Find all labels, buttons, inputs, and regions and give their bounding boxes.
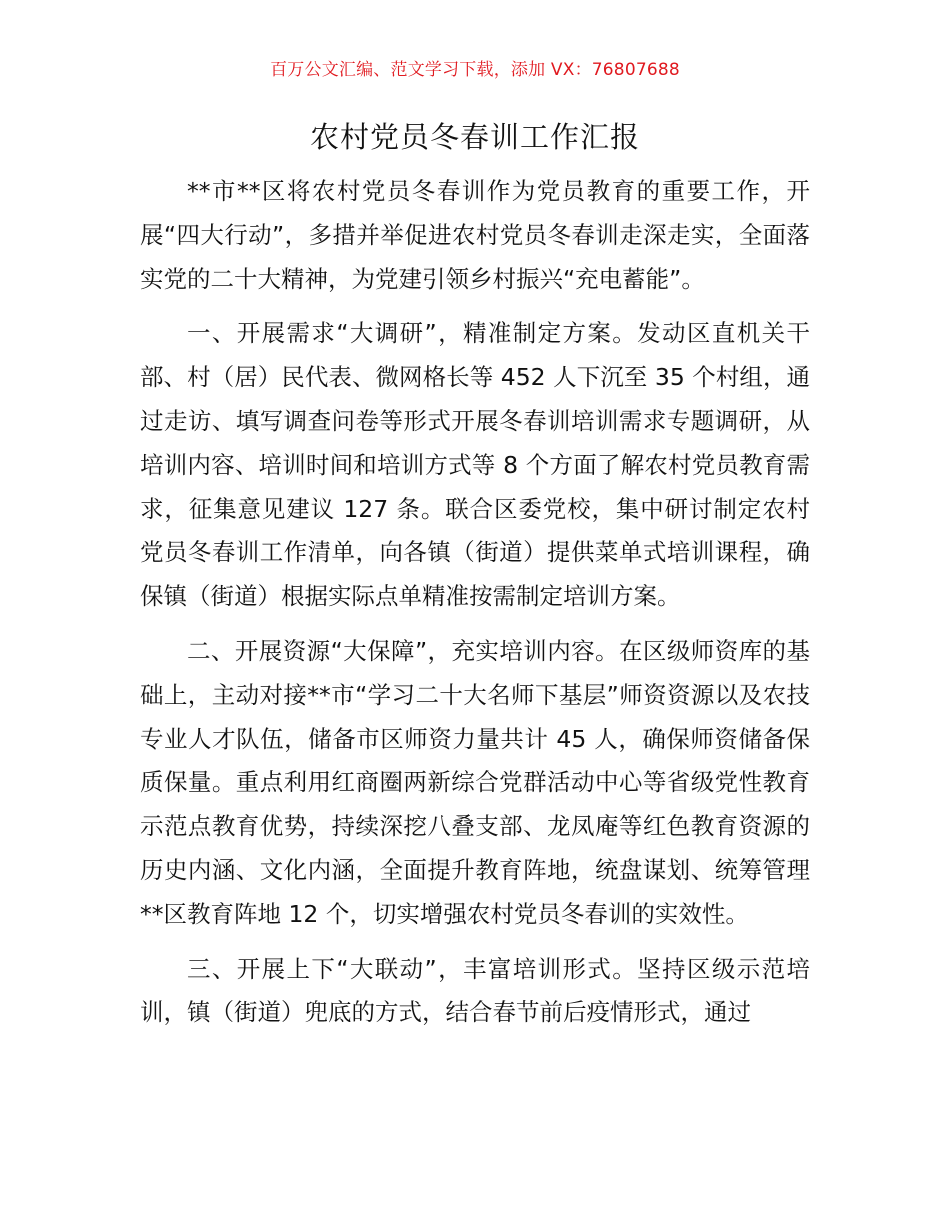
paragraph-section-2: 二、开展资源“大保障”，充实培训内容。在区级师资库的基础上，主动对接**市“学习二十大名师下基层”师资资源以及农技专业人才队伍，储备市区师资力量共计 45 人，确保师资储备保质保量。重点利用红商圈两新综合党群活动中心等省级党性教育示范点教育优势，持续深挖八叠支部、龙凤庵等红色教育资源的历史内涵、文化内涵，全面提升教育阵地，统盘谋划、统筹管理**区教育阵地 12 个，切实增强农村党员冬春训的实效性。 <box>140 636 810 928</box>
paragraph-section-3: 三、开展上下“大联动”，丰富培训形式。坚持区级示范培训，镇（街道）兜底的方式，结合春节前后疫情形式，通过 <box>140 954 810 1027</box>
header-banner: 百万公文汇编、范文学习下载，添加 VX：76807688 <box>270 60 680 80</box>
paragraph-section-1: 一、开展需求“大调研”，精准制定方案。发动区直机关干部、村（居）民代表、微网格长等 452 人下沉至 35 个村组，通过走访、填写调查问卷等形式开展冬春训培训需求专题调研，从培训内容、培训时间和培训方式等 8 个方面了解农村党员教育需求，征集意见建议 127 条。联合区委党校，集中研讨制定农村党员冬春训工作清单，向各镇（街道）提供菜单式培训课程，确保镇（街道）根据实际点单精准按需制定培训方案。 <box>140 319 810 611</box>
document-title: 农村党员冬春训工作汇报 <box>309 120 640 154</box>
document-body <box>140 170 810 1046</box>
paragraph-intro: **市**区将农村党员冬春训作为党员教育的重要工作，开展“四大行动”，多措并举促进农村党员冬春训走深走实，全面落实党的二十大精神，为党建引领乡村振兴“充电蓄能”。 <box>140 177 810 293</box>
